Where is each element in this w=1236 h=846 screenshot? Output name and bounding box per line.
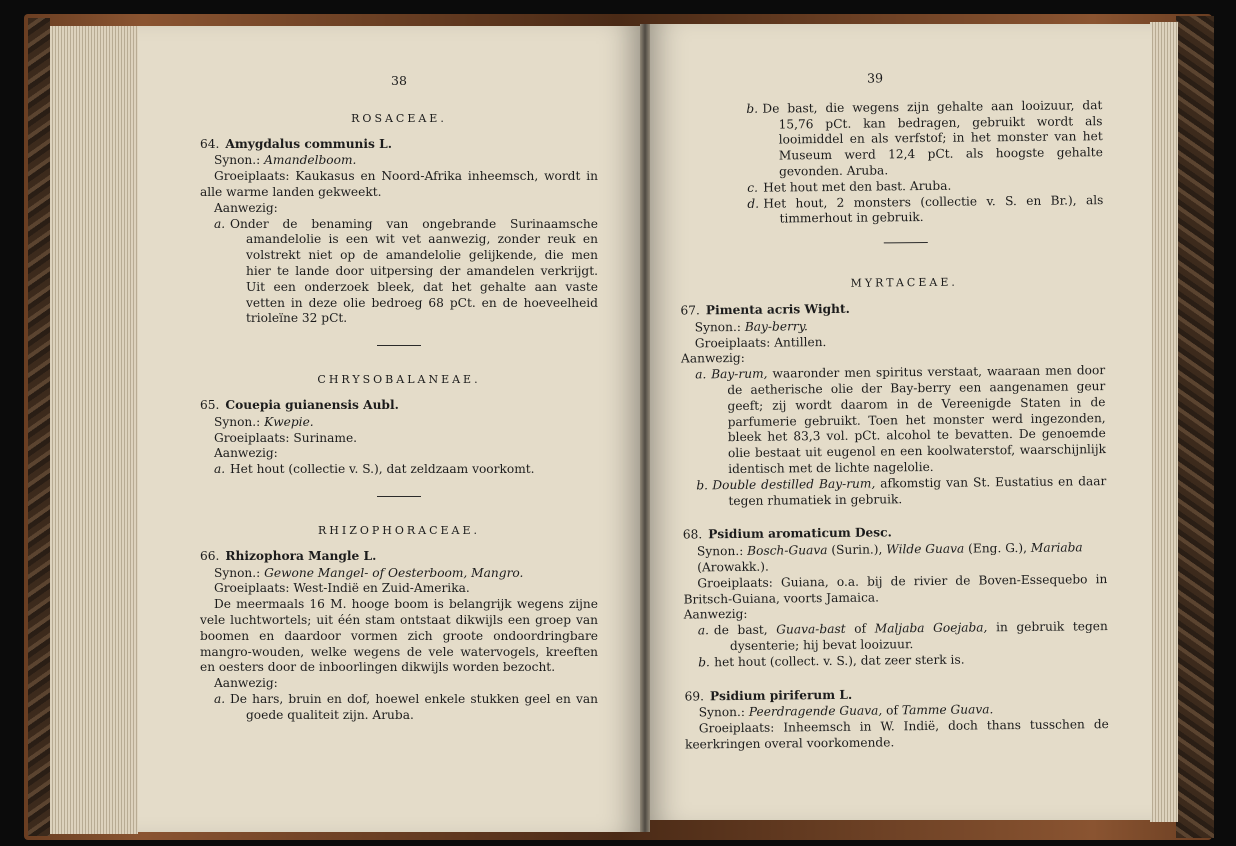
specimen-item [214,462,598,478]
present-label: Aanwezig: [214,446,278,461]
entry-number: 68. [682,527,703,542]
family-heading: ROSACEAE. [351,111,447,125]
specimen-item [696,473,1107,510]
entry-number: 66. [200,548,220,563]
synonym-label: Synon.: [214,414,265,429]
synonym-label: Synon.: [696,543,748,559]
synonym-label: Synon.: [214,153,265,168]
synonym-part: (Eng. G.), [964,541,1031,556]
item-label: b. [746,101,759,116]
entry-number: 69. [684,688,704,704]
habitat-text: Groeiplaats: Guiana, o.a. bij de rivier de Boven-Essequebo in Britsch-Guiana, voorts Jamaica. [683,571,1108,607]
synonym-text: Bay-berry. [744,318,808,334]
synonym-line [697,540,1107,576]
item-text: Het hout, 2 monsters (collectie v. S. en Br.), als timmerhout in gebruik. [763,192,1104,226]
item-label: a. [214,216,226,231]
specimen-item [746,97,1103,181]
description-text: De meermaals 16 M. hooge boom is belangrijk wegens zijne vele luchtwortels; uit één stam ontstaat dikwijls een groep van boomen en daardoor vormen zich groote ondoordringbare mangro-wouden, welke wegens de vele watervogels, kreeften en oesters door de inboorlingen dikwijls worden bezocht. [200,597,598,675]
entry-number: 65. [200,397,220,412]
specimen-item [747,192,1104,228]
specimen-item [697,619,1108,655]
species-entry-title [200,549,598,565]
book-gutter [640,24,650,832]
synonym-label: Synon.: [694,319,745,335]
habitat-text: Groeiplaats: Kaukasus en Noord-Afrika inheemsch, wordt in alle warme landen gekweekt. [200,169,598,199]
synonym-part: Bosch-Guava [747,543,828,558]
item-label: b. [698,654,710,670]
species-name: Rhizophora Mangle L. [225,548,377,563]
item-part: de bast, [713,622,777,638]
present-label: Aanwezig: [680,351,745,366]
page-edges-right [1150,22,1178,822]
item-text: De hars, bruin en dof, hoewel enkele stukken geel en van goede qualiteit zijn. Aruba. [230,691,598,722]
synonym-line [214,566,598,582]
section-divider [377,345,421,346]
synonym-part: Wilde Guava [886,541,965,557]
right-entries [680,299,1109,753]
species-entry-title [200,398,598,414]
section-divider [884,242,928,243]
page-number: 38 [391,73,407,88]
present-label: Aanwezig: [214,200,278,215]
item-text: Het hout met den bast. Aruba. [763,178,952,195]
species-name: Couepia guianensis Aubl. [225,397,399,412]
item-part: Maljaba Goejaba, [874,620,988,636]
item-text: het hout (collect. v. S.), dat zeer sterk is. [714,652,965,669]
item-text: Het hout (collectie v. S.), dat zeldzaam voorkomt. [230,462,535,477]
species-name: Pimenta acris Wight. [705,301,850,318]
synonym-label: Synon.: [214,565,265,580]
item-part: in gebruik tegen dysenterie; hij bevat looizuur. [729,619,1108,653]
synonym-part: Mariaba [1030,540,1083,556]
synonym-text: Kwepie. [264,414,314,429]
item-label: b. [696,478,709,493]
marbled-board-left [28,18,50,836]
synonym-part: Peerdragende Guava, [748,703,883,720]
item-text: waaronder men spiritus verstaat, waaraan men door de aetherische olie der Bay-berry een aangenamen geur geeft; zij wordt daarom in de Vereenigde Staten in de parfumerie gebruikt. Toen het monster werd ingezonden, bleek het 83,3 vol. pCt. alcohol te bevatten. De genoemde olie bestaat uit eugenol en een koolwaterstof, waarschijnlijk identisch met de lichte nagelolie. [727,363,1107,476]
synonym-part: (Surin.), [827,542,887,558]
item-lead: Bay-rum, [711,366,768,382]
entry-number: 67. [680,303,700,318]
item-label: a. [695,367,707,382]
species-entry-title [200,137,598,153]
section-divider [377,496,421,497]
item-text: Onder de benaming van ongebrande Surinaamsche amandelolie is een wit vet aanwezig, zonder reuk en volstrekt niet op de amandelolie gelijkende, die men hier te lande door uitpersing der amandelen verkrijgt. Uit een onderzoek bleek, dat het gehalte aan vaste vetten in deze olie bedroeg 68 pCt. en de hoeveelheid trioleïne 32 pCt. [230,216,598,326]
item-part: of [845,621,875,636]
item-part: Guava-bast [776,621,846,637]
present-label: Aanwezig: [214,676,278,691]
item-label: c. [747,180,758,195]
synonym-label: Synon.: [698,705,749,720]
synonym-text: Amandelboom. [264,153,357,168]
species-name: Amygdalus communis L. [225,136,392,151]
family-heading: RHIZOPHORACEAE. [317,523,481,537]
synonym-part: of [882,703,902,718]
entry-number: 64. [200,136,220,151]
species-name: Psidium piriferum L. [709,687,853,703]
synonym-line [214,153,598,169]
marbled-board-right [1176,16,1214,838]
item-text: afkomstig van St. Eustatius en daar tegen rhumatiek in gebruik. [728,473,1107,508]
item-label: d. [747,196,760,211]
habitat-text: Groeiplaats: Antillen. [694,334,827,350]
page-edges-left [50,26,138,834]
species-name: Psidium aromaticum Desc. [708,525,892,542]
habitat-text: Groeiplaats: Suriname. [214,430,358,445]
present-label: Aanwezig: [683,607,748,622]
family-heading: CHRYSOBALANEAE. [317,373,481,387]
habitat-text: Groeiplaats: West-Indië en Zuid-Amerika. [214,581,470,596]
item-label: a. [214,462,226,477]
left-page-text [200,73,598,724]
synonym-part: (Arowakk.). [697,559,769,575]
item-lead: Double destilled Bay-rum, [712,476,876,492]
page-number: 39 [867,70,884,86]
habitat-text: Groeiplaats: Inheemsch in W. Indië, doch thans tusschen de keerkringen overal voorkomende. [684,717,1109,752]
specimen-item [214,691,598,724]
synonym-part: Tamme Guava. [901,702,994,718]
specimen-item [214,216,598,328]
item-text: De bast, die wegens zijn gehalte aan looizuur, dat 15,76 pCt. kan bedragen, gebruikt wordt als looimiddel en als verfstof; in het monster van het Museum werd 12,4 pCt. als hoogste gehalte gevonden. Aruba. [762,97,1103,179]
item-label: a. [214,691,226,706]
family-heading: MYRTACEAE. [850,275,958,290]
specimen-item [695,363,1107,478]
right-page-text [680,68,1109,753]
synonym-line [214,415,598,431]
item-label: a. [697,623,710,638]
synonym-text: Gewone Mangel- of Oesterboom, Mangro. [264,565,524,580]
